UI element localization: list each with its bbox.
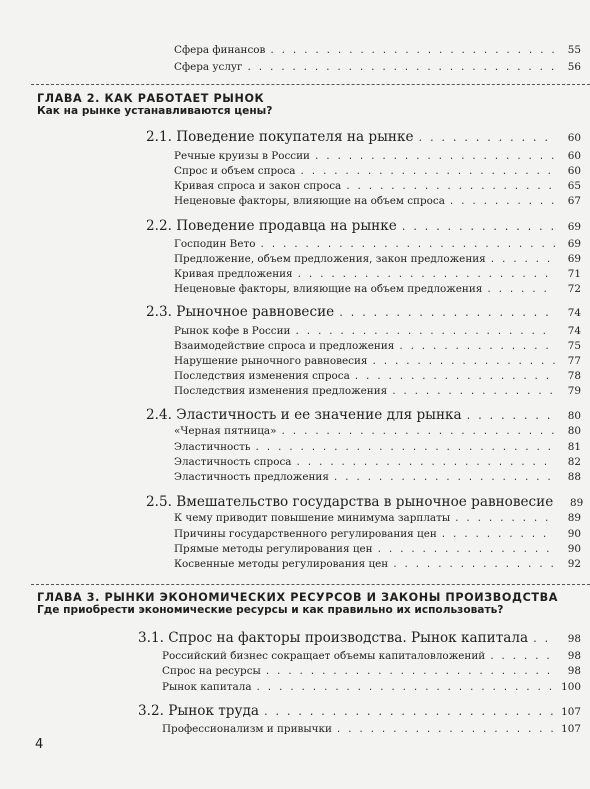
dot-leader [401,222,555,233]
dot-leader [333,473,555,483]
dot-leader [392,560,555,570]
toc-entry[interactable] [174,528,581,542]
toc-entry[interactable] [174,165,581,179]
chapter-divider [31,584,590,585]
toc-entry-title: Эластичность спроса [174,456,292,468]
toc-section[interactable] [138,630,581,648]
toc-entry-title: Взаимодействие спроса и предложения [174,340,395,352]
toc-section[interactable] [138,703,581,721]
dot-leader [280,427,555,437]
chapter-title: ГЛАВА 2. КАК РАБОТАЕТ РЫНОК [37,92,265,105]
toc-entry-page: 100 [561,681,581,693]
toc-entry-title: Прямые методы регулирования цен [174,543,373,555]
toc-entry-page: 60 [567,150,581,162]
dot-leader [398,342,555,352]
dot-leader [256,683,555,693]
dot-leader [246,63,555,73]
dot-leader [336,725,555,735]
dot-leader [299,167,555,177]
page-number: 4 [35,737,44,752]
toc-section-title: 2.4. Эластичность и ее значение для рынка [146,407,462,423]
chapter-divider [31,84,590,85]
toc-entry[interactable] [162,665,581,679]
dot-leader [486,285,555,295]
dot-leader [294,327,555,337]
toc-entry-page: 60 [567,165,581,177]
toc-entry[interactable] [174,385,581,399]
toc-entry[interactable] [174,340,581,354]
toc-entry-page: 92 [567,558,581,570]
toc-entry-title: Господин Вето [174,238,256,250]
toc-entry[interactable] [162,723,581,737]
toc-entry[interactable] [174,61,581,75]
toc-entry-title: Последствия изменения спроса [174,370,350,382]
dot-leader [338,308,555,319]
toc-entry[interactable] [174,325,581,339]
toc-entry[interactable] [162,681,581,695]
toc-entry-title: Неценовые факторы, влияющие на объем предложения [174,283,483,295]
toc-entry-page: 90 [567,543,581,555]
toc-entry-title: Российский бизнес сокращает объемы капиталовложений [162,650,486,662]
toc-entry-page: 69 [567,238,581,250]
dot-leader [371,357,555,367]
toc-entry-page: 75 [567,340,581,352]
toc-entry-title: Рынок кофе в России [174,325,291,337]
toc-entry-title: Кривая предложения [174,268,293,280]
toc-entry-title: Рынок капитала [162,681,252,693]
dot-leader [263,707,555,718]
toc-section-title: 3.1. Спрос на факторы производства. Рынок капитала [138,630,529,646]
toc-entry[interactable] [174,558,581,572]
toc-entry[interactable] [174,238,581,252]
toc-entry-title: Речные круизы в России [174,150,310,162]
toc-entry-title: Спрос на ресурсы [162,665,261,677]
toc-entry-title: «Черная пятница» [174,425,277,437]
toc-section-title: 2.2. Поведение продавца на рынке [146,218,397,234]
toc-entry[interactable] [174,543,581,557]
toc-entry[interactable] [174,456,581,470]
toc-entry[interactable] [174,355,581,369]
toc-entry[interactable] [174,195,581,209]
toc-entry-page: 82 [567,456,581,468]
toc-section-page: 89 [570,497,584,509]
dot-leader [255,443,555,453]
toc-entry-page: 65 [567,180,581,192]
toc-entry-page: 78 [567,370,581,382]
toc-entry-title: Последствия изменения предложения [174,385,388,397]
toc-entry[interactable] [174,180,581,194]
dot-leader [391,387,555,397]
toc-entry-title: Предложение, объем предложения, закон предложения [174,253,486,265]
toc-entry-page: 67 [567,195,581,207]
chapter-subtitle: Где приобрести экономические ресурсы и как правильно их использовать? [37,604,504,616]
toc-entry-page: 74 [567,325,581,337]
chapter-subtitle: Как на рынке устанавливаются цены? [37,105,273,117]
toc-entry[interactable] [174,268,581,282]
toc-entry-page: 81 [567,441,581,453]
toc-entry[interactable] [174,370,581,384]
toc-entry-title: Кривая спроса и закон спроса [174,180,342,192]
toc-entry-page: 55 [567,44,581,56]
toc-section-page: 60 [567,132,581,144]
toc-entry-page: 90 [567,528,581,540]
toc-entry-title: Причины государственного регулирования цен [174,528,437,540]
toc-section-page: 107 [561,706,581,718]
dot-leader [377,545,555,555]
toc-section[interactable] [146,218,581,236]
toc-entry[interactable] [174,150,581,164]
toc-section[interactable] [146,494,584,512]
toc-entry-title: Профессионализм и привычки [162,723,332,735]
dot-leader [489,652,555,662]
dot-leader [354,372,555,382]
dot-leader [314,152,555,162]
dot-leader [441,530,555,540]
dot-leader [490,255,555,265]
toc-entry-page: 69 [567,253,581,265]
toc-entry-title: К чему приводит повышение минимума зарплаты [174,512,451,524]
toc-entry[interactable] [174,425,581,439]
toc-entry-page: 89 [567,512,581,524]
toc-section[interactable] [146,407,581,425]
dot-leader [269,46,555,56]
dot-leader [345,182,555,192]
toc-entry-page: 56 [567,61,581,73]
dot-leader [449,197,555,207]
toc-entry-page: 98 [567,665,581,677]
toc-section-page: 80 [567,410,581,422]
dot-leader [454,514,555,524]
dot-leader [532,634,555,645]
toc-entry-title: Сфера финансов [174,44,266,56]
toc-entry-title: Нарушение рыночного равновесия [174,355,368,367]
toc-entry[interactable] [174,44,581,58]
toc-entry[interactable] [162,650,581,664]
toc-section-title: 3.2. Рынок труда [138,703,259,719]
toc-entry-page: 107 [561,723,581,735]
dot-leader [297,270,555,280]
toc-entry[interactable] [174,283,581,297]
toc-section[interactable] [146,304,581,322]
toc-section-title: 2.5. Вмешательство государства в рыночное равновесие [146,494,554,510]
toc-entry-title: Эластичность предложения [174,471,329,483]
toc-entry-page: 80 [567,425,581,437]
toc-section-page: 74 [567,307,581,319]
toc-entry-page: 98 [567,650,581,662]
toc-entry-page: 77 [567,355,581,367]
toc-section[interactable] [146,129,581,147]
toc-entry-page: 72 [567,283,581,295]
toc-entry[interactable] [174,253,581,267]
toc-entry-title: Сфера услуг [174,61,243,73]
toc-entry-title: Косвенные методы регулирования цен [174,558,389,570]
dot-leader [259,240,555,250]
toc-entry-title: Спрос и объем спроса [174,165,296,177]
toc-section-page: 98 [567,633,581,645]
toc-section-page: 69 [567,221,581,233]
dot-leader [265,667,555,677]
toc-entry[interactable] [174,512,581,526]
toc-section-title: 2.1. Поведение покупателя на рынке [146,129,414,145]
dot-leader [466,411,555,422]
toc-entry-title: Неценовые факторы, влияющие на объем спроса [174,195,445,207]
toc-entry[interactable] [174,441,581,455]
dot-leader [295,458,555,468]
toc-entry[interactable] [174,471,581,485]
toc-entry-title: Эластичность [174,441,251,453]
toc-entry-page: 79 [567,385,581,397]
chapter-title: ГЛАВА 3. РЫНКИ ЭКОНОМИЧЕСКИХ РЕСУРСОВ И ЗАКОНЫ ПРОИЗВОДСТВА [37,591,559,604]
toc-section-title: 2.3. Рыночное равновесие [146,304,335,320]
dot-leader [418,133,555,144]
toc-entry-page: 88 [567,471,581,483]
toc-entry-page: 71 [567,268,581,280]
